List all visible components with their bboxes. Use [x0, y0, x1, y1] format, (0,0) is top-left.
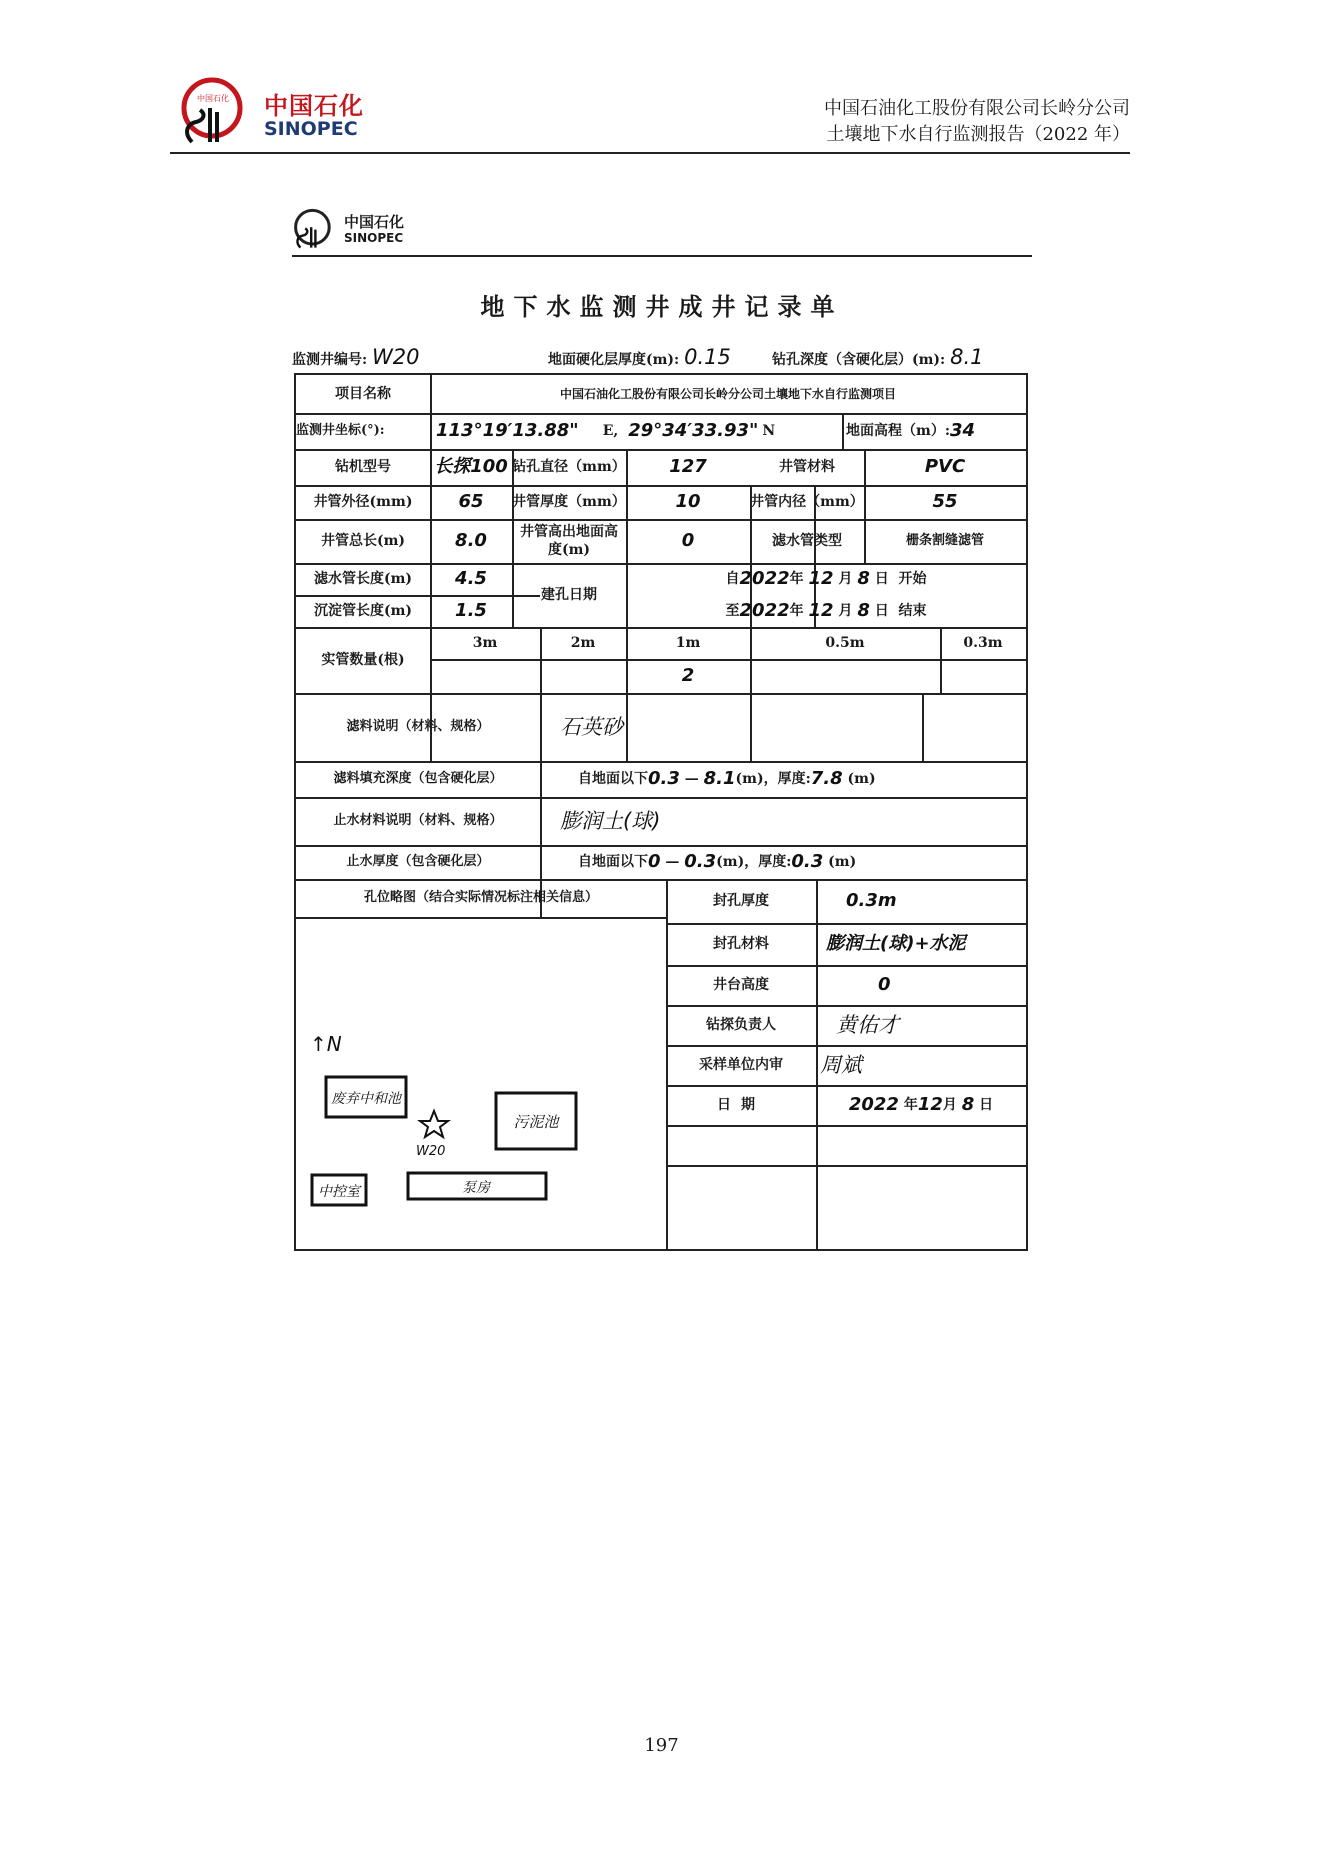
casing-len-label: 井管总长(m)	[320, 533, 406, 549]
sludge-pool-label: 污泥池	[513, 1113, 559, 1131]
seal-thk-dash: —	[665, 854, 680, 870]
well-marker-label: W20	[416, 1144, 446, 1159]
reviewer-value	[816, 1045, 1026, 1085]
driller-label: 钻探负责人	[706, 1017, 776, 1033]
stickup-label: 井管高出地面高度(m)	[520, 524, 618, 558]
filter-thickness: 7.8	[810, 768, 843, 789]
seal-hole-depth-label: 封孔厚度	[713, 893, 769, 909]
sheet-divider	[292, 255, 1032, 257]
pipe-count-0-3m	[940, 659, 1026, 693]
sign-date-value	[816, 1085, 1026, 1125]
sign-date-month: 12	[917, 1094, 943, 1115]
seal-desc-text: 膨润土(球)	[560, 809, 661, 833]
build-date-end	[626, 595, 1026, 627]
casing-id-text: 55	[932, 491, 958, 512]
seal-thk-label: 止水厚度（包含硬化层）	[346, 854, 490, 869]
well-record-form	[294, 373, 1028, 1251]
screen-type-label: 滤水管类型	[772, 533, 842, 549]
day-char: 日	[979, 1097, 994, 1113]
drill-depth-label: 钻孔深度（含硬化层）(m):	[772, 352, 946, 368]
rig-text: 长探100	[434, 456, 508, 477]
year-char: 年	[903, 1097, 918, 1113]
platform-text: 0	[878, 974, 891, 995]
svg-text:中国石化: 中国石化	[197, 94, 229, 103]
bore-dia-label: 钻孔直径（mm）	[512, 459, 626, 475]
filter-depth-unit: (m)，厚度:	[735, 771, 811, 787]
coord-lat: 29°34′33.93"	[628, 420, 759, 441]
date-end-prefix: 至	[725, 603, 740, 619]
month-char: 月	[942, 1097, 957, 1113]
location-sketch	[296, 1013, 666, 1249]
seal-hole-mat-text: 膨润土(球)+水泥	[826, 933, 966, 954]
casing-od-value	[430, 485, 512, 519]
driller-signature: 黄佑才	[836, 1013, 899, 1037]
pipe-count-1m-text: 2	[681, 665, 695, 686]
pump-room-label: 泵房	[462, 1180, 490, 1196]
sump-len-label: 沉淀管长度(m)	[313, 603, 413, 619]
seal-thk-value	[540, 845, 1026, 879]
pipe-count-label: 实管数量(根)	[321, 652, 405, 668]
rig-value	[430, 449, 512, 485]
screen-type-value: 栅条割缝滤管	[905, 533, 984, 548]
build-date-start	[626, 563, 1026, 595]
hardened-thickness-field	[548, 345, 731, 369]
date-label: 日期	[717, 1097, 765, 1113]
project-name-label: 项目名称	[335, 386, 391, 402]
filter-thickness-unit: (m)	[847, 771, 876, 787]
casing-mat-text: PVC	[924, 456, 966, 477]
filter-depth-from: 0.3	[648, 768, 680, 789]
driller-value	[816, 1005, 1026, 1045]
coord-lon: 113°19′13.88"	[436, 420, 579, 441]
pipe-count-3m	[430, 659, 540, 693]
casing-mat-label: 井管材料	[779, 459, 835, 475]
month-char: 月	[838, 603, 853, 619]
filter-desc-label: 滤料说明（材料、规格）	[346, 719, 490, 734]
page-number: 197	[644, 1735, 679, 1756]
well-record-sheet	[292, 205, 1034, 1265]
rig-label: 钻机型号	[335, 459, 391, 475]
date-start-day: 8	[857, 568, 870, 589]
sinopec-logo	[178, 76, 378, 146]
pipe-count-0-5m	[750, 659, 940, 693]
reviewer-label: 采样单位内审	[699, 1057, 783, 1073]
seal-desc-value	[540, 797, 1026, 845]
day-char: 日	[874, 571, 889, 587]
coord-e-mark: E,	[602, 423, 619, 439]
logo-english-text: SINOPEC	[264, 118, 358, 140]
date-start-month: 12	[808, 568, 834, 589]
north-arrow: ↑N	[310, 1032, 342, 1056]
year-char: 年	[789, 603, 804, 619]
elevation-field	[842, 413, 1026, 449]
seal-hole-depth-text: 0.3m	[846, 890, 897, 911]
day-char: 日	[874, 603, 889, 619]
filter-depth-label: 滤料填充深度（包含硬化层）	[333, 771, 503, 786]
company-name: 中国石油化工股份有限公司长岭分公司	[824, 98, 1130, 119]
casing-thk-label: 井管厚度（mm）	[512, 494, 626, 510]
casing-len-text: 8.0	[455, 530, 487, 551]
header-title-block	[824, 96, 1130, 148]
seal-thickness: 0.3	[791, 851, 824, 872]
filter-depth-to: 8.1	[703, 768, 736, 789]
coord-label: 监测井坐标(°):	[296, 423, 385, 438]
seal-desc-label: 止水材料说明（材料、规格）	[333, 813, 503, 828]
date-start-prefix: 自	[725, 571, 740, 587]
sign-date-year: 2022	[848, 1094, 899, 1115]
well-star-icon	[420, 1111, 448, 1137]
coord-values	[430, 413, 842, 449]
seal-hole-mat-label: 封孔材料	[713, 936, 769, 952]
pipe-size-0-5m: 0.5m	[825, 635, 865, 651]
pipe-size-1m: 1m	[675, 635, 701, 651]
sheet-title: 地下水监测井成井记录单	[480, 292, 844, 321]
row-line	[666, 1165, 1026, 1167]
sign-date-day: 8	[961, 1094, 975, 1115]
date-end-month: 12	[808, 600, 834, 621]
drill-depth-field	[772, 345, 984, 369]
reviewer-signature: 周斌	[820, 1053, 862, 1077]
coord-n-mark: N	[762, 423, 776, 439]
row-line	[666, 1125, 1026, 1127]
bore-dia-value	[626, 449, 750, 485]
date-end-suffix: 结束	[898, 603, 927, 619]
well-id-field	[292, 345, 420, 369]
sheet-logo	[292, 205, 422, 253]
elevation-label: 地面高程（m）:	[846, 423, 950, 439]
sheet-logo-chinese: 中国石化	[344, 213, 405, 231]
screen-len-value	[430, 563, 512, 595]
hardened-thickness-value: 0.15	[684, 345, 731, 369]
sump-len-text: 1.5	[455, 600, 487, 621]
screen-len-text: 4.5	[455, 568, 487, 589]
seal-thk-prefix: 自地面以下	[578, 854, 648, 870]
filter-depth-value	[540, 761, 1026, 797]
pipe-count-2m	[540, 659, 626, 693]
casing-mat-value	[864, 449, 1026, 485]
casing-od-label: 井管外径(mm)	[313, 494, 413, 510]
filter-desc-value	[540, 693, 1026, 761]
pipe-count-1m	[626, 659, 750, 693]
date-start-suffix: 开始	[898, 571, 927, 587]
casing-od-text: 65	[458, 491, 484, 512]
casing-id-value	[864, 485, 1026, 519]
casing-id-label: 井管内径（mm）	[750, 494, 864, 510]
row-line	[296, 917, 666, 919]
seal-thk-to: 0.3	[684, 851, 717, 872]
sump-len-value	[430, 595, 512, 627]
stickup-value	[626, 519, 750, 563]
seal-hole-mat-value	[816, 923, 1026, 965]
filter-depth-prefix: 自地面以下	[578, 771, 648, 787]
project-name-value: 中国石油化工股份有限公司长岭分公司土壤地下水自行监测项目	[559, 387, 896, 401]
sketch-label: 孔位略图（结合实际情况标注相关信息）	[363, 890, 598, 905]
page-header	[170, 70, 1130, 154]
date-end-day: 8	[857, 600, 870, 621]
sheet-logo-english: SINOPEC	[344, 231, 404, 245]
casing-len-value	[430, 519, 512, 563]
platform-label: 井台高度	[713, 977, 769, 993]
elevation-value: 34	[949, 420, 976, 441]
pipe-size-2m: 2m	[570, 635, 596, 651]
seal-thk-unit: (m)，厚度:	[716, 854, 792, 870]
seal-hole-depth-value	[816, 879, 1026, 923]
date-start-year: 2022	[739, 568, 790, 589]
well-id-label: 监测井编号:	[292, 352, 368, 368]
build-date-label: 建孔日期	[541, 587, 597, 603]
platform-value	[816, 965, 1026, 1005]
casing-thk-value	[626, 485, 750, 519]
well-id-value: W20	[372, 345, 420, 369]
sinopec-emblem-icon	[292, 205, 340, 253]
pipe-size-3m: 3m	[472, 635, 498, 651]
filter-depth-dash: —	[684, 771, 699, 787]
report-name: 土壤地下水自行监测报告（2022 年）	[826, 124, 1130, 145]
stickup-text: 0	[681, 530, 695, 551]
hardened-thickness-label: 地面硬化层厚度(m):	[548, 352, 680, 368]
year-char: 年	[789, 571, 804, 587]
bore-dia-text: 127	[669, 456, 707, 477]
seal-thickness-unit: (m)	[828, 854, 857, 870]
drill-depth-value: 8.1	[950, 345, 984, 369]
month-char: 月	[838, 571, 853, 587]
filter-desc-text: 石英砂	[560, 715, 623, 739]
date-end-year: 2022	[739, 600, 790, 621]
screen-len-label: 滤水管长度(m)	[313, 571, 413, 587]
sinopec-emblem-icon	[178, 76, 258, 146]
pipe-size-0-3m: 0.3m	[963, 635, 1003, 651]
neutralization-pool-label: 废弃中和池	[331, 1091, 401, 1107]
control-room-label: 中控室	[318, 1184, 360, 1200]
seal-thk-from: 0	[648, 851, 661, 872]
logo-chinese-text: 中国石化	[264, 92, 364, 120]
casing-thk-text: 10	[675, 491, 701, 512]
